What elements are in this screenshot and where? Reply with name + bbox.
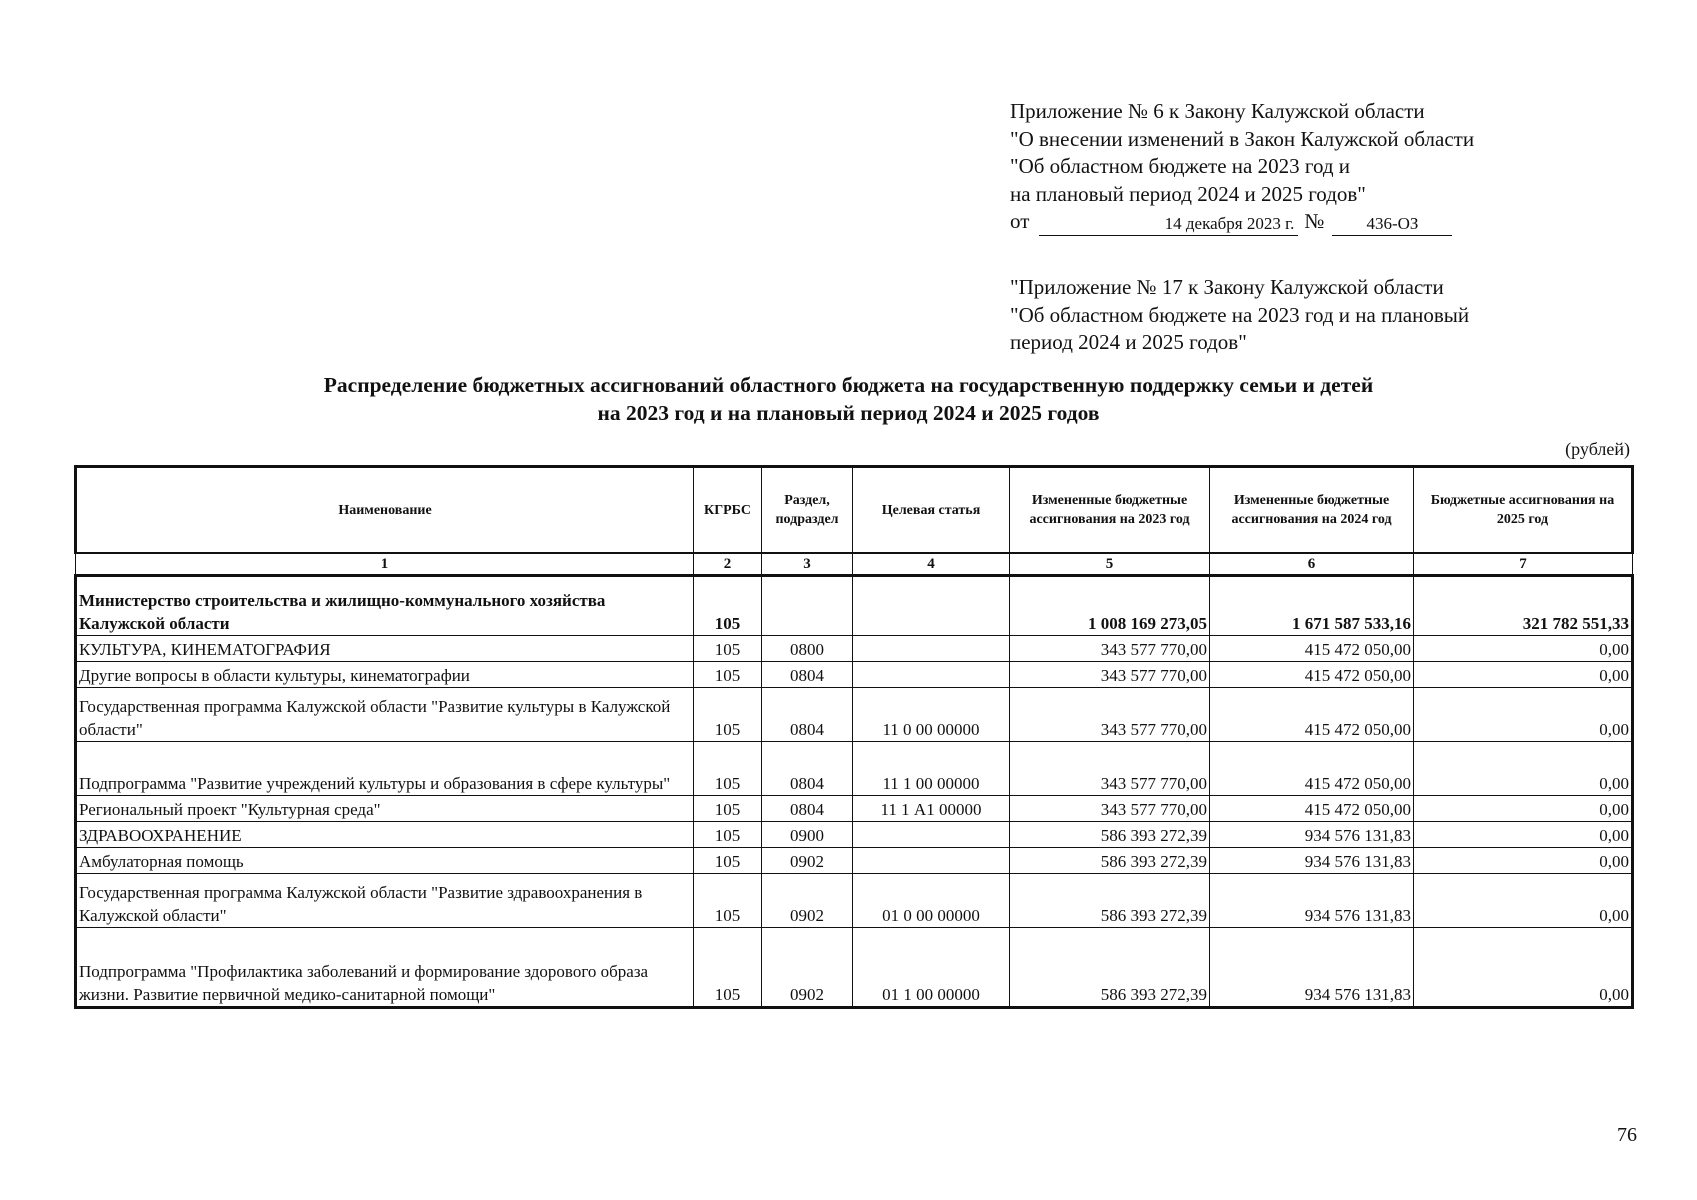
row-2025: 0,00 [1414,848,1633,874]
row-kgrbs: 105 [694,796,762,822]
row-2023: 343 577 770,00 [1010,662,1210,688]
table-row [76,848,1633,874]
appendix-line: на плановый период 2024 и 2025 годов" [1010,181,1366,206]
row-target: 01 1 00 00000 [853,928,1010,1008]
table-row [76,636,1633,662]
row-target [853,662,1010,688]
row-2023: 343 577 770,00 [1010,742,1210,796]
row-name: Государственная программа Калужской области "Развитие культуры в Калужской области" [76,688,694,742]
table-row [76,688,1633,742]
row-section: 0804 [762,796,853,822]
row-name: Подпрограмма "Профилактика заболеваний и формирование здорового образа жизни. Развитие первичной медико-санитарной помощи" [76,928,694,1008]
row-kgrbs: 105 [694,822,762,848]
row-name: Министерство строительства и жилищно-коммунального хозяйства Калужской области [76,576,694,636]
row-2024: 934 576 131,83 [1210,848,1414,874]
column-number: 2 [694,553,762,576]
row-section: 0800 [762,636,853,662]
row-2025: 0,00 [1414,928,1633,1008]
row-name: Другие вопросы в области культуры, кинематографии [76,662,694,688]
row-name: ЗДРАВООХРАНЕНИЕ [76,822,694,848]
row-kgrbs: 105 [694,662,762,688]
row-kgrbs: 105 [694,688,762,742]
budget-table [74,465,1634,1009]
row-section: 0902 [762,874,853,928]
row-2024: 934 576 131,83 [1210,822,1414,848]
appendix-line: "Приложение № 17 к Закону Калужской области [1010,275,1444,299]
row-2024: 415 472 050,00 [1210,636,1414,662]
table-row [76,822,1633,848]
column-number: 3 [762,553,853,576]
title-line: на 2023 год и на плановый период 2024 и 2025 годов [597,401,1100,425]
table-row [76,796,1633,822]
header-2023: Измененные бюджетные ассигнования на 2023 год [1010,467,1210,554]
row-2025: 0,00 [1414,796,1633,822]
appendix-line: "Об областном бюджете на 2023 год и на плановый [1010,302,1470,327]
row-section: 0804 [762,742,853,796]
row-2023: 586 393 272,39 [1010,928,1210,1008]
table-row [76,576,1633,636]
row-section: 0902 [762,848,853,874]
units-label: (рублей) [1565,439,1630,459]
row-2024: 934 576 131,83 [1210,928,1414,1008]
row-kgrbs: 105 [694,576,762,636]
row-section [762,576,853,636]
row-name: КУЛЬТУРА, КИНЕМАТОГРАФИЯ [76,636,694,662]
table-row [76,662,1633,688]
title-line: Распределение бюджетных ассигнований областного бюджета на государственную поддержку семьи и детей [323,373,1374,397]
row-section: 0900 [762,822,853,848]
row-2025: 0,00 [1414,874,1633,928]
from-label: от [1010,209,1030,233]
law-date-number-line [1010,208,1570,236]
row-2024: 934 576 131,83 [1210,874,1414,928]
appendix-header-original [1010,274,1570,357]
row-name: Региональный проект "Культурная среда" [76,796,694,822]
row-2024: 415 472 050,00 [1210,796,1414,822]
column-number: 6 [1210,553,1414,576]
row-2023: 586 393 272,39 [1010,874,1210,928]
document-title [0,371,1697,427]
law-number: 436-ОЗ [1332,213,1452,236]
table-row [76,742,1633,796]
row-2023: 343 577 770,00 [1010,636,1210,662]
header-target: Целевая статья [853,467,1010,554]
row-name: Подпрограмма "Развитие учреждений культуры и образования в сфере культуры" [76,742,694,796]
row-kgrbs: 105 [694,928,762,1008]
row-2025: 0,00 [1414,688,1633,742]
row-2025: 0,00 [1414,742,1633,796]
row-2023: 586 393 272,39 [1010,822,1210,848]
row-2024: 415 472 050,00 [1210,662,1414,688]
row-section: 0804 [762,688,853,742]
row-name: Амбулаторная помощь [76,848,694,874]
row-2025: 0,00 [1414,662,1633,688]
header-name: Наименование [76,467,694,554]
column-number: 5 [1010,553,1210,576]
row-target: 01 0 00 00000 [853,874,1010,928]
appendix-line: "О внесении изменений в Закон Калужской области [1010,126,1475,151]
row-2024: 1 671 587 533,16 [1210,576,1414,636]
row-kgrbs: 105 [694,874,762,928]
header-kgrbs: КГРБС [694,467,762,554]
column-number: 7 [1414,553,1633,576]
appendix-header [1010,98,1570,236]
row-target [853,848,1010,874]
row-2025: 0,00 [1414,636,1633,662]
header-2025: Бюджетные ассигнования на 2025 год [1414,467,1633,554]
row-2025: 0,00 [1414,822,1633,848]
row-target [853,636,1010,662]
row-2023: 1 008 169 273,05 [1010,576,1210,636]
row-target: 11 1 00 00000 [853,742,1010,796]
row-2024: 415 472 050,00 [1210,742,1414,796]
column-number: 1 [76,553,694,576]
row-name: Государственная программа Калужской области "Развитие здравоохранения в Калужской области" [76,874,694,928]
page-number: 76 [1617,1124,1637,1146]
row-2023: 343 577 770,00 [1010,688,1210,742]
table-header-row [76,467,1633,554]
row-target [853,822,1010,848]
appendix-line: "Об областном бюджете на 2023 год и [1010,154,1351,178]
row-target: 11 1 А1 00000 [853,796,1010,822]
row-2023: 343 577 770,00 [1010,796,1210,822]
header-section: Раздел, подраздел [762,467,853,554]
column-number-row [76,553,1633,576]
table-row [76,928,1633,1008]
row-target: 11 0 00 00000 [853,688,1010,742]
law-date: 14 декабря 2023 г. [1039,213,1298,236]
column-number: 4 [853,553,1010,576]
row-section: 0804 [762,662,853,688]
row-section: 0902 [762,928,853,1008]
appendix-line: период 2024 и 2025 годов" [1010,330,1247,354]
table-row [76,874,1633,928]
row-kgrbs: 105 [694,848,762,874]
appendix-line: Приложение № 6 к Закону Калужской области [1010,99,1425,123]
header-2024: Измененные бюджетные ассигнования на 2024 год [1210,467,1414,554]
row-2025: 321 782 551,33 [1414,576,1633,636]
row-kgrbs: 105 [694,636,762,662]
row-2023: 586 393 272,39 [1010,848,1210,874]
row-2024: 415 472 050,00 [1210,688,1414,742]
row-target [853,576,1010,636]
row-kgrbs: 105 [694,742,762,796]
number-label: № [1304,209,1325,233]
